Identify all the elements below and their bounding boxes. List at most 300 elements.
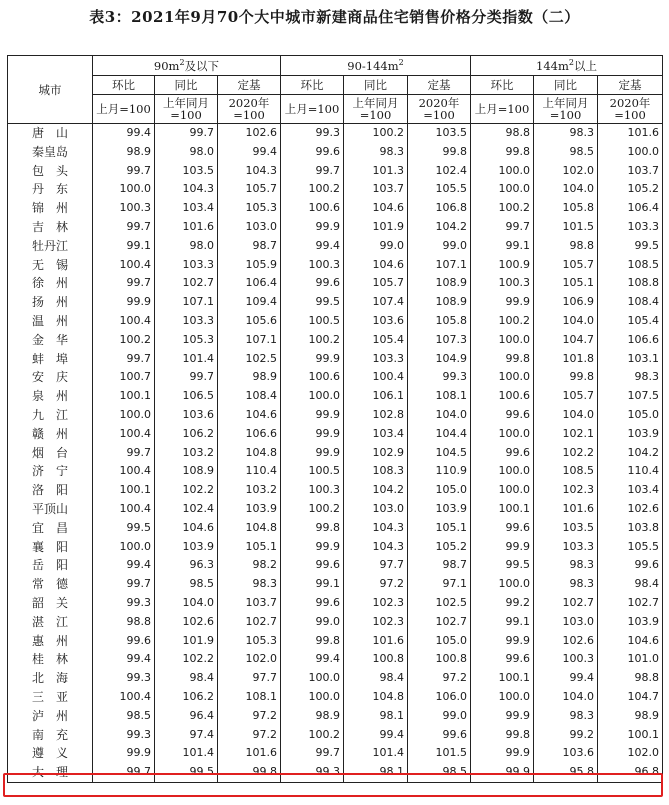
index-value: 101.3 [344,162,408,181]
index-value: 99.8 [281,519,344,538]
index-value: 98.3 [534,707,598,726]
index-value: 99.4 [93,556,155,575]
index-value: 103.2 [155,444,218,463]
city-name: 唐 山 [8,124,93,143]
index-value: 103.6 [534,744,598,763]
city-name: 韶 关 [8,594,93,613]
index-value: 104.9 [408,350,471,369]
city-name: 襄 阳 [8,538,93,557]
index-value: 98.9 [598,707,663,726]
table-header [8,56,663,124]
index-value: 102.1 [534,425,598,444]
index-value: 104.2 [408,218,471,237]
city-name: 湛 江 [8,613,93,632]
index-value: 106.9 [534,293,598,312]
table-row [8,763,663,782]
table-row [8,726,663,745]
index-value: 98.7 [218,237,281,256]
index-value: 101.0 [598,650,663,669]
table-row [8,538,663,557]
index-value: 105.2 [408,538,471,557]
index-value: 100.4 [344,368,408,387]
index-value: 100.0 [93,406,155,425]
yoy-header: 同比 [344,76,408,95]
index-value: 104.0 [534,312,598,331]
index-value: 100.1 [93,387,155,406]
index-value: 103.0 [344,500,408,519]
index-value: 103.5 [408,124,471,143]
index-value: 105.2 [598,180,663,199]
index-value: 96.4 [155,707,218,726]
yoy-base-note: 上年同月=100 [534,95,598,124]
index-value: 101.6 [218,744,281,763]
index-value: 99.6 [598,556,663,575]
index-value: 104.6 [218,406,281,425]
index-value: 99.8 [471,726,534,745]
index-value: 103.9 [598,425,663,444]
index-value: 102.8 [344,406,408,425]
index-value: 103.2 [218,481,281,500]
index-value: 100.0 [471,575,534,594]
index-value: 107.3 [408,331,471,350]
index-value: 99.9 [281,425,344,444]
index-value: 105.8 [408,312,471,331]
index-value: 107.1 [408,256,471,275]
index-value: 99.4 [93,650,155,669]
index-value: 99.9 [281,538,344,557]
index-value: 100.0 [471,180,534,199]
index-value: 108.9 [155,462,218,481]
index-value: 105.6 [218,312,281,331]
index-value: 99.5 [471,556,534,575]
index-value: 104.0 [534,406,598,425]
index-value: 103.4 [598,481,663,500]
index-value: 104.3 [344,519,408,538]
index-value: 103.3 [155,312,218,331]
mom-base-note: 上月=100 [93,95,155,124]
index-value: 103.9 [598,613,663,632]
index-value: 104.2 [344,481,408,500]
index-value: 100.1 [598,726,663,745]
index-value: 109.4 [218,293,281,312]
index-value: 105.3 [218,199,281,218]
city-name: 包 头 [8,162,93,181]
yoy-base-note: 上年同月=100 [155,95,218,124]
city-name: 蚌 埠 [8,350,93,369]
index-value: 97.2 [218,726,281,745]
index-value: 102.5 [408,594,471,613]
mom-header: 环比 [93,76,155,95]
table-row [8,425,663,444]
index-value: 110.4 [598,462,663,481]
table-row [8,669,663,688]
city-name: 三 亚 [8,688,93,707]
table-row [8,519,663,538]
index-value: 103.4 [155,199,218,218]
index-value: 99.2 [471,594,534,613]
index-value: 100.7 [93,368,155,387]
index-value: 105.0 [598,406,663,425]
index-value: 103.5 [534,519,598,538]
index-value: 99.3 [408,368,471,387]
index-value: 105.3 [218,632,281,651]
index-value: 98.4 [344,669,408,688]
index-value: 99.1 [471,613,534,632]
price-index-table [7,55,663,783]
index-value: 98.0 [155,237,218,256]
index-value: 98.3 [218,575,281,594]
index-value: 102.0 [598,744,663,763]
index-value: 102.2 [534,444,598,463]
index-value: 100.0 [93,538,155,557]
index-value: 99.6 [93,632,155,651]
index-value: 102.3 [344,594,408,613]
index-value: 104.3 [218,162,281,181]
index-value: 100.6 [281,368,344,387]
city-name: 泸 州 [8,707,93,726]
table-row [8,180,663,199]
table-body [8,124,663,783]
index-value: 100.3 [471,274,534,293]
index-value: 99.3 [93,726,155,745]
index-value: 98.9 [93,143,155,162]
index-value: 104.5 [408,444,471,463]
index-value: 97.2 [408,669,471,688]
index-value: 106.0 [408,688,471,707]
index-value: 98.7 [408,556,471,575]
index-value: 100.4 [93,312,155,331]
index-value: 106.2 [155,425,218,444]
index-value: 103.4 [344,425,408,444]
index-value: 98.3 [598,368,663,387]
index-value: 100.5 [281,312,344,331]
index-value: 103.3 [344,350,408,369]
index-value: 100.4 [93,425,155,444]
index-value: 104.2 [598,444,663,463]
group-header-medium: $90-144m^2$ [281,56,471,76]
index-value: 100.4 [93,688,155,707]
city-name: 牡丹江 [8,237,93,256]
index-value: 103.6 [155,406,218,425]
yoy-base-note: 上年同月=100 [344,95,408,124]
index-value: 99.6 [281,594,344,613]
index-value: 99.9 [471,538,534,557]
mom-header: 环比 [471,76,534,95]
city-name: 宜 昌 [8,519,93,538]
mom-base-note: 上月=100 [471,95,534,124]
index-value: 100.1 [471,669,534,688]
index-value: 104.4 [408,425,471,444]
index-value: 102.6 [155,613,218,632]
index-value: 105.1 [218,538,281,557]
city-header: 城市 [8,56,93,124]
index-value: 98.0 [155,143,218,162]
table-row [8,594,663,613]
index-value: 97.7 [344,556,408,575]
index-value: 102.6 [218,124,281,143]
table-row [8,500,663,519]
index-value: 102.3 [344,613,408,632]
index-value: 110.4 [218,462,281,481]
index-value: 99.9 [471,763,534,782]
index-value: 99.9 [281,444,344,463]
index-value: 107.4 [344,293,408,312]
city-name: 丹 东 [8,180,93,199]
index-value: 110.9 [408,462,471,481]
index-value: 104.0 [534,688,598,707]
table-row [8,444,663,463]
index-value: 105.5 [408,180,471,199]
index-value: 101.9 [344,218,408,237]
index-value: 100.0 [471,688,534,707]
index-value: 102.0 [218,650,281,669]
index-value: 99.7 [93,274,155,293]
table-row [8,556,663,575]
index-value: 103.1 [598,350,663,369]
index-value: 97.7 [218,669,281,688]
index-value: 100.2 [281,180,344,199]
index-value: 99.8 [471,350,534,369]
yoy-header: 同比 [155,76,218,95]
index-value: 99.9 [471,632,534,651]
index-value: 99.4 [534,669,598,688]
index-value: 99.9 [471,293,534,312]
index-value: 99.0 [408,707,471,726]
table-row [8,350,663,369]
index-value: 104.8 [218,444,281,463]
index-value: 102.3 [534,481,598,500]
index-value: 103.3 [155,256,218,275]
index-value: 103.7 [598,162,663,181]
fixed-base-note: 2020年=100 [408,95,471,124]
index-value: 99.5 [598,237,663,256]
index-value: 99.6 [281,143,344,162]
index-value: 108.5 [598,256,663,275]
index-value: 103.5 [155,162,218,181]
index-value: 105.1 [534,274,598,293]
index-value: 103.3 [598,218,663,237]
index-value: 108.4 [218,387,281,406]
index-value: 98.5 [93,707,155,726]
index-value: 101.4 [155,744,218,763]
index-value: 102.6 [598,500,663,519]
index-value: 99.0 [408,237,471,256]
index-value: 103.9 [218,500,281,519]
index-value: 105.0 [408,632,471,651]
index-value: 104.3 [344,538,408,557]
index-value: 99.8 [408,143,471,162]
index-value: 104.6 [598,632,663,651]
index-value: 100.2 [281,500,344,519]
city-name: 温 州 [8,312,93,331]
index-value: 104.6 [344,199,408,218]
index-value: 99.7 [155,124,218,143]
index-value: 99.9 [281,218,344,237]
index-value: 103.0 [534,613,598,632]
table-row [8,406,663,425]
index-value: 108.9 [408,274,471,293]
index-value: 99.7 [281,744,344,763]
index-value: 99.1 [93,237,155,256]
index-value: 100.2 [471,199,534,218]
index-value: 100.1 [93,481,155,500]
index-value: 105.4 [598,312,663,331]
index-value: 99.6 [408,726,471,745]
index-value: 99.2 [534,726,598,745]
index-value: 98.5 [155,575,218,594]
index-value: 106.6 [598,331,663,350]
group-header-small: $90m^2$及以下 [93,56,281,76]
table-row [8,650,663,669]
index-value: 98.5 [534,143,598,162]
city-name: 北 海 [8,669,93,688]
index-value: 108.1 [218,688,281,707]
index-value: 98.9 [218,368,281,387]
index-value: 104.6 [344,256,408,275]
index-value: 99.6 [471,650,534,669]
index-value: 106.8 [408,199,471,218]
table-row [8,331,663,350]
index-value: 105.7 [344,274,408,293]
index-value: 99.8 [534,368,598,387]
index-value: 98.8 [93,613,155,632]
table-row [8,613,663,632]
index-value: 100.5 [281,462,344,481]
city-name: 秦皇岛 [8,143,93,162]
index-value: 101.6 [534,500,598,519]
index-value: 102.7 [534,594,598,613]
index-value: 104.3 [155,180,218,199]
index-value: 97.2 [218,707,281,726]
index-value: 100.2 [281,726,344,745]
index-value: 98.1 [344,707,408,726]
index-value: 106.4 [218,274,281,293]
index-value: 99.0 [344,237,408,256]
index-value: 98.3 [344,143,408,162]
base-header: 定基 [408,76,471,95]
index-value: 102.7 [155,274,218,293]
index-value: 103.3 [534,538,598,557]
index-value: 100.6 [281,199,344,218]
index-value: 99.6 [471,519,534,538]
table-row [8,481,663,500]
index-value: 104.0 [155,594,218,613]
index-value: 103.6 [344,312,408,331]
index-value: 99.6 [471,406,534,425]
table-row [8,218,663,237]
index-value: 98.4 [155,669,218,688]
index-value: 100.6 [471,387,534,406]
index-value: 99.9 [281,406,344,425]
index-value: 105.4 [344,331,408,350]
index-value: 99.4 [281,650,344,669]
city-name: 金 华 [8,331,93,350]
table-row [8,688,663,707]
index-value: 100.0 [281,669,344,688]
index-value: 100.0 [471,462,534,481]
index-value: 100.3 [281,481,344,500]
index-value: 105.3 [155,331,218,350]
index-value: 101.9 [155,632,218,651]
index-value: 99.3 [281,124,344,143]
city-name: 泉 州 [8,387,93,406]
index-value: 99.7 [93,218,155,237]
index-value: 104.0 [408,406,471,425]
index-value: 99.4 [93,124,155,143]
index-value: 105.7 [534,256,598,275]
index-value: 102.5 [218,350,281,369]
base-header: 定基 [598,76,663,95]
index-value: 102.7 [408,613,471,632]
index-value: 101.6 [344,632,408,651]
index-value: 98.3 [534,556,598,575]
index-value: 102.9 [344,444,408,463]
table-row [8,387,663,406]
index-value: 103.8 [598,519,663,538]
table-row [8,707,663,726]
group-header-large: $144m^2$以上 [471,56,663,76]
city-name: 锦 州 [8,199,93,218]
index-value: 99.3 [93,594,155,613]
index-value: 100.2 [93,331,155,350]
index-value: 99.6 [281,274,344,293]
index-value: 102.2 [155,481,218,500]
index-value: 98.4 [598,575,663,594]
index-value: 102.7 [218,613,281,632]
index-value: 102.0 [534,162,598,181]
index-value: 100.2 [344,124,408,143]
index-value: 99.7 [93,575,155,594]
index-value: 101.4 [155,350,218,369]
table-row [8,124,663,143]
index-value: 95.8 [534,763,598,782]
index-value: 100.0 [471,331,534,350]
index-value: 97.2 [344,575,408,594]
index-value: 98.9 [281,707,344,726]
index-value: 105.7 [218,180,281,199]
index-value: 99.4 [344,726,408,745]
index-value: 100.0 [471,425,534,444]
table-row [8,368,663,387]
index-value: 99.9 [93,293,155,312]
index-value: 104.7 [534,331,598,350]
index-value: 99.3 [93,669,155,688]
index-value: 103.9 [408,500,471,519]
index-value: 100.4 [93,500,155,519]
index-value: 96.3 [155,556,218,575]
index-value: 105.1 [408,519,471,538]
index-value: 104.8 [218,519,281,538]
index-value: 98.8 [598,669,663,688]
city-name: 惠 州 [8,632,93,651]
index-value: 101.5 [534,218,598,237]
table-row [8,744,663,763]
index-value: 106.5 [155,387,218,406]
city-name: 济 宁 [8,462,93,481]
index-value: 99.3 [281,763,344,782]
index-value: 100.0 [471,162,534,181]
index-value: 106.6 [218,425,281,444]
city-name: 常 德 [8,575,93,594]
index-value: 99.1 [281,575,344,594]
index-value: 99.8 [218,763,281,782]
index-value: 101.4 [344,744,408,763]
index-value: 100.0 [281,387,344,406]
table-row [8,274,663,293]
index-value: 99.7 [281,162,344,181]
index-value: 98.8 [471,124,534,143]
index-value: 108.3 [344,462,408,481]
